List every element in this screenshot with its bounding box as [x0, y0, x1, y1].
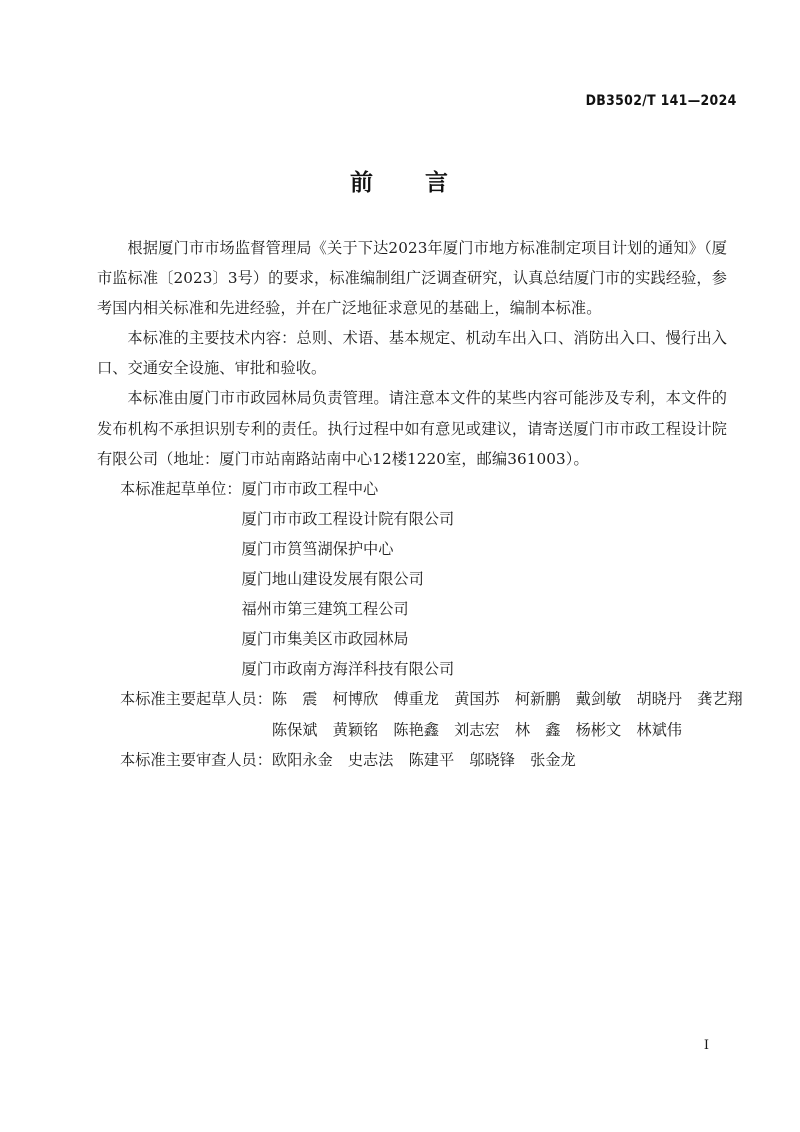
reviewing-people-section [97, 745, 727, 775]
drafting-units-row [97, 504, 727, 534]
paragraph-administration-patent: 本标准由厦门市市政园林局负责管理。请注意本文件的某些内容可能涉及专利，本文件的发布机构不承担识别专利的责任。执行过程中如有意见或建议，请寄送厦门市市政工程设计院有限公司（地址：厦门市站南路站南中心12楼1220室，邮编361003）。 [97, 389, 727, 468]
drafting-units-row [97, 654, 727, 684]
drafting-units-section [97, 474, 727, 685]
page-number: I [703, 1038, 709, 1053]
drafting-units-row [97, 474, 727, 504]
reviewing-people-row [97, 745, 727, 775]
drafting-people-label: 本标准主要起草人员： [120, 690, 272, 709]
drafting-people-row [97, 715, 727, 745]
drafting-people-row [97, 684, 743, 714]
drafting-units-row [97, 534, 727, 564]
drafting-unit-item: 厦门市筼筜湖保护中心 [241, 539, 394, 558]
drafting-unit-item: 厦门市市政工程中心 [241, 479, 379, 498]
drafting-units-row [97, 624, 727, 654]
standard-number-header: DB3502/T 141—2024 [585, 93, 737, 109]
reviewing-people-names: 欧阳永金 史志法 陈建平 邬晓锋 张金龙 [271, 750, 576, 769]
drafting-unit-item: 福州市第三建筑工程公司 [241, 600, 409, 619]
drafting-unit-item: 厦门市集美区市政园林局 [241, 630, 409, 649]
drafting-people-names: 陈保斌 黄颖铭 陈艳鑫 刘志宏 林 鑫 杨彬文 林斌伟 [271, 720, 682, 739]
paragraph-origin: 根据厦门市市场监督管理局《关于下达2023年厦门市地方标准制定项目计划的通知》（厦市监标准〔2023〕3号）的要求，标准编制组广泛调查研究，认真总结厦门市的实践经验，参考国内相关标准和先进经验，并在广泛地征求意见的基础上，编制本标准。 [97, 239, 727, 318]
drafting-people-names: 陈 震 柯博欣 傅重龙 黄国苏 柯新鹏 戴剑敏 胡晓丹 龚艺翔 [271, 690, 743, 709]
drafting-units-label: 本标准起草单位： [120, 479, 242, 498]
drafting-units-row [97, 594, 727, 624]
document-body [97, 233, 743, 775]
drafting-unit-item: 厦门市市政工程设计院有限公司 [241, 509, 455, 528]
paragraph-technical-content: 本标准的主要技术内容：总则、术语、基本规定、机动车出入口、消防出入口、慢行出入口、交通安全设施、审批和验收。 [97, 329, 727, 378]
drafting-unit-item: 厦门地山建设发展有限公司 [241, 570, 424, 589]
drafting-units-row [97, 564, 727, 594]
page-title: 前 言 [350, 169, 450, 196]
drafting-unit-item: 厦门市政南方海洋科技有限公司 [241, 660, 455, 679]
reviewing-people-label: 本标准主要审查人员： [120, 750, 272, 769]
drafting-people-section [97, 684, 743, 744]
